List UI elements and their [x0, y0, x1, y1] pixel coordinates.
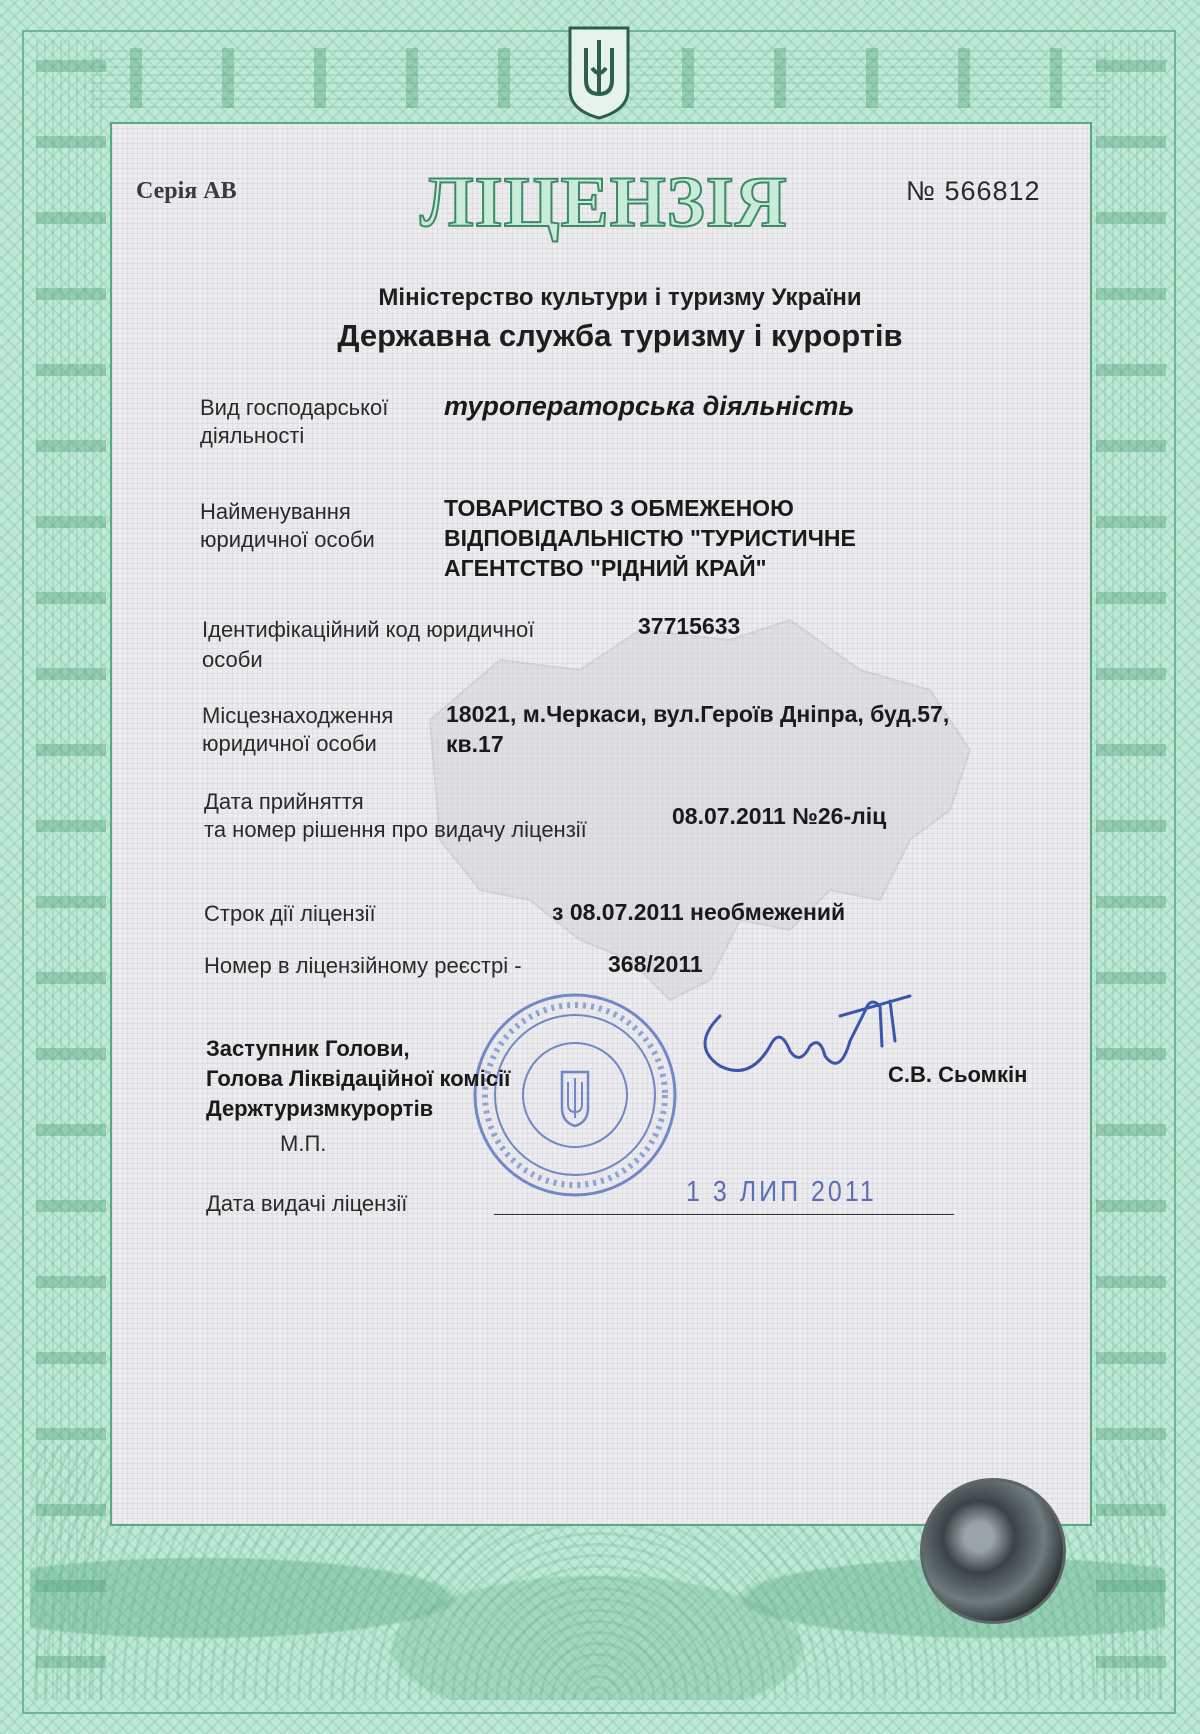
- entity-value-line2: ВІДПОВІДАЛЬНІСТЮ "ТУРИСТИЧНЕ: [444, 525, 856, 551]
- decision-label-line1: Дата прийняття: [204, 789, 364, 814]
- issue-date-underline: [494, 1214, 954, 1215]
- location-label-line2: юридичної особи: [202, 731, 377, 756]
- official-seal: [470, 990, 680, 1200]
- signatory-line2: Голова Ліквідаційної комісії: [206, 1066, 511, 1091]
- decision-value: 08.07.2011 №26-ліц: [672, 803, 887, 829]
- ministry-name: Міністерство культури і туризму України: [378, 284, 862, 311]
- term-label: Строк дії ліцензії: [204, 901, 376, 926]
- issue-date-stamp: 1 3 ЛИП 2011: [686, 1175, 877, 1209]
- entity-value-line3: АГЕНТСТВО "РІДНИЙ КРАЙ": [444, 555, 767, 581]
- id-code-label-line1: Ідентифікаційний код юридичної: [202, 617, 535, 642]
- hologram-sticker: [920, 1478, 1066, 1624]
- location-value-line1: 18021, м.Черкаси, вул.Героїв Дніпра, буд.57,: [446, 701, 950, 727]
- stamp-place-label: М.П.: [280, 1131, 327, 1156]
- issue-date-label: Дата видачі ліцензії: [206, 1191, 408, 1216]
- activity-label-line1: Вид господарської: [200, 395, 389, 420]
- term-value: з 08.07.2011 необмежений: [552, 899, 846, 925]
- registry-value: 368/2011: [608, 951, 703, 977]
- location-label-line1: Місцезнаходження: [202, 703, 394, 728]
- signatory-line3: Держтуризмкурортів: [206, 1096, 434, 1121]
- series-label: Серія АВ: [136, 178, 237, 204]
- decision-label-line2: та номер рішення про видачу ліцензії: [204, 817, 587, 842]
- id-code-value: 37715633: [638, 613, 741, 639]
- id-code-label-line2: особи: [202, 647, 263, 672]
- entity-label-line2: юридичної особи: [200, 527, 375, 552]
- document-title: ЛІЦЕНЗІЯ: [420, 162, 788, 242]
- entity-label-line1: Найменування: [200, 499, 351, 524]
- activity-label-line2: діяльності: [200, 423, 305, 448]
- location-value-line2: кв.17: [446, 731, 504, 757]
- registry-label: Номер в ліцензійному реєстрі -: [204, 953, 522, 978]
- service-name: Державна служба туризму і курортів: [337, 318, 903, 353]
- activity-value: туроператорська діяльність: [444, 391, 855, 421]
- signatory-name: С.В. Сьомкін: [888, 1062, 1028, 1087]
- entity-value-line1: ТОВАРИСТВО З ОБМЕЖЕНОЮ: [444, 495, 794, 521]
- license-number: № 566812: [906, 176, 1041, 206]
- trident-emblem-icon: [566, 24, 632, 120]
- signatory-line1: Заступник Голови,: [206, 1036, 410, 1061]
